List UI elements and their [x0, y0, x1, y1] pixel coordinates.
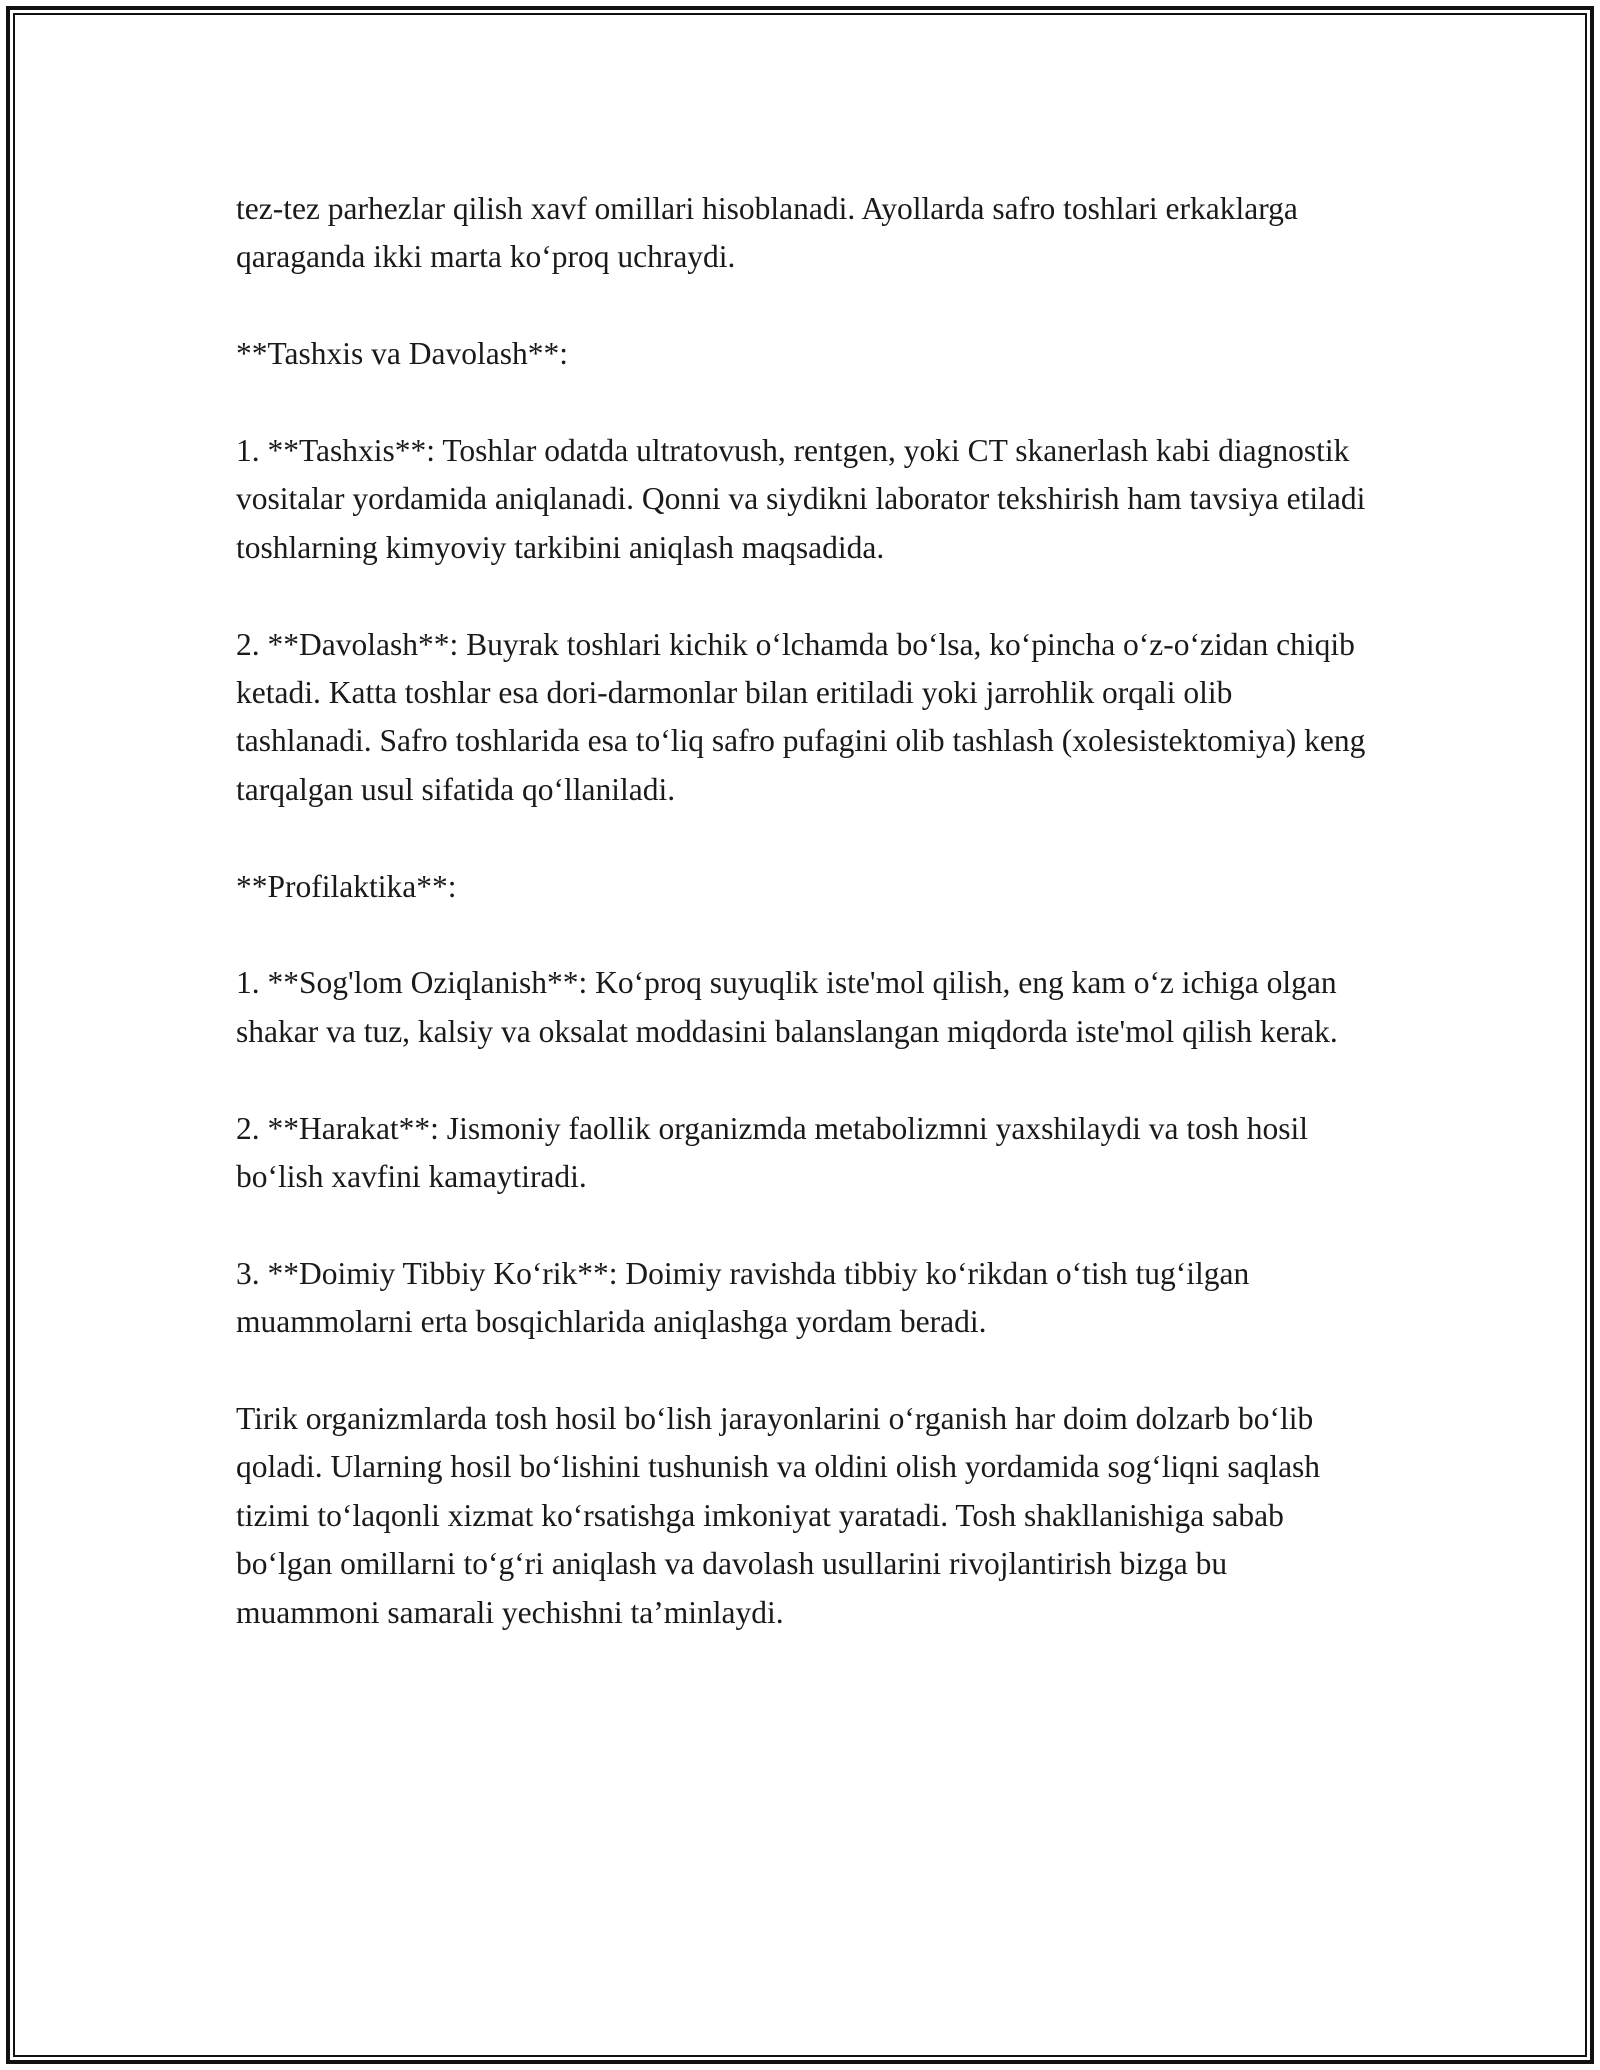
paragraph-treatment: 2. **Davolash**: Buyrak toshlari kichik o‘lchamda bo‘lsa, ko‘pincha o‘z-o‘zidan chiqib ketadi. Katta toshlar esa dori-darmonlar bilan eritiladi yoki jarrohlik orqali olib tashlanadi. Safro toshlarida esa to‘liq safro pufagini olib tashlash (xolesistektomiya) keng tarqalgan usul sifatida qo‘llaniladi.	[236, 626, 1366, 807]
heading-prevention: **Profilaktika**:	[236, 868, 457, 904]
paragraph-healthy-nutrition: 1. **Sog'lom Oziqlanish**: Ko‘proq suyuqlik iste'mol qilish, eng kam o‘z ichiga olgan shakar va tuz, kalsiy va oksalat moddasini balanslangan miqdorda iste'mol qilish kerak.	[236, 965, 1338, 1049]
paragraph-regular-checkup: 3. **Doimiy Tibbiy Ko‘rik**: Doimiy ravishda tibbiy ko‘rikdan o‘tish tug‘ilgan muammolarni erta bosqichlarida aniqlashga yordam beradi.	[236, 1255, 1250, 1340]
document-body	[236, 185, 1366, 1637]
paragraph-gallstone-risk: tez-tez parhezlar qilish xavf omillari hisoblanadi. Ayollarda safro toshlari erkaklarga qaraganda ikki marta ko‘proq uchraydi.	[236, 191, 1298, 275]
heading-diagnosis-treatment: **Tashxis va Davolash**:	[236, 336, 568, 372]
paragraph-diagnosis: 1. **Tashxis**: Toshlar odatda ultratovush, rentgen, yoki CT skanerlash kabi diagnostik vositalar yordamida aniqlanadi. Qonni va siydikni laborator tekshirish ham tavsiya etiladi toshlarning kimyoviy tarkibini aniqlash maqsadida.	[236, 433, 1366, 565]
paragraph-conclusion: Tirik organizmlarda tosh hosil bo‘lish jarayonlarini o‘rganish har doim dolzarb bo‘lib qoladi. Ularning hosil bo‘lishini tushunish va oldini olish yordamida sog‘liqni saqlash tizimi to‘laqonli xizmat ko‘rsatishga imkoniyat yaratadi. Tosh shakllanishiga sabab bo‘lgan omillarni to‘g‘ri aniqlash va davolash usullarini rivojlantirish bizga bu muammoni samarali yechishni ta’minlaydi.	[236, 1401, 1321, 1630]
paragraph-physical-activity: 2. **Harakat**: Jismoniy faollik organizmda metabolizmni yaxshilaydi va tosh hosil bo‘lish xavfini kamaytiradi.	[236, 1110, 1308, 1195]
